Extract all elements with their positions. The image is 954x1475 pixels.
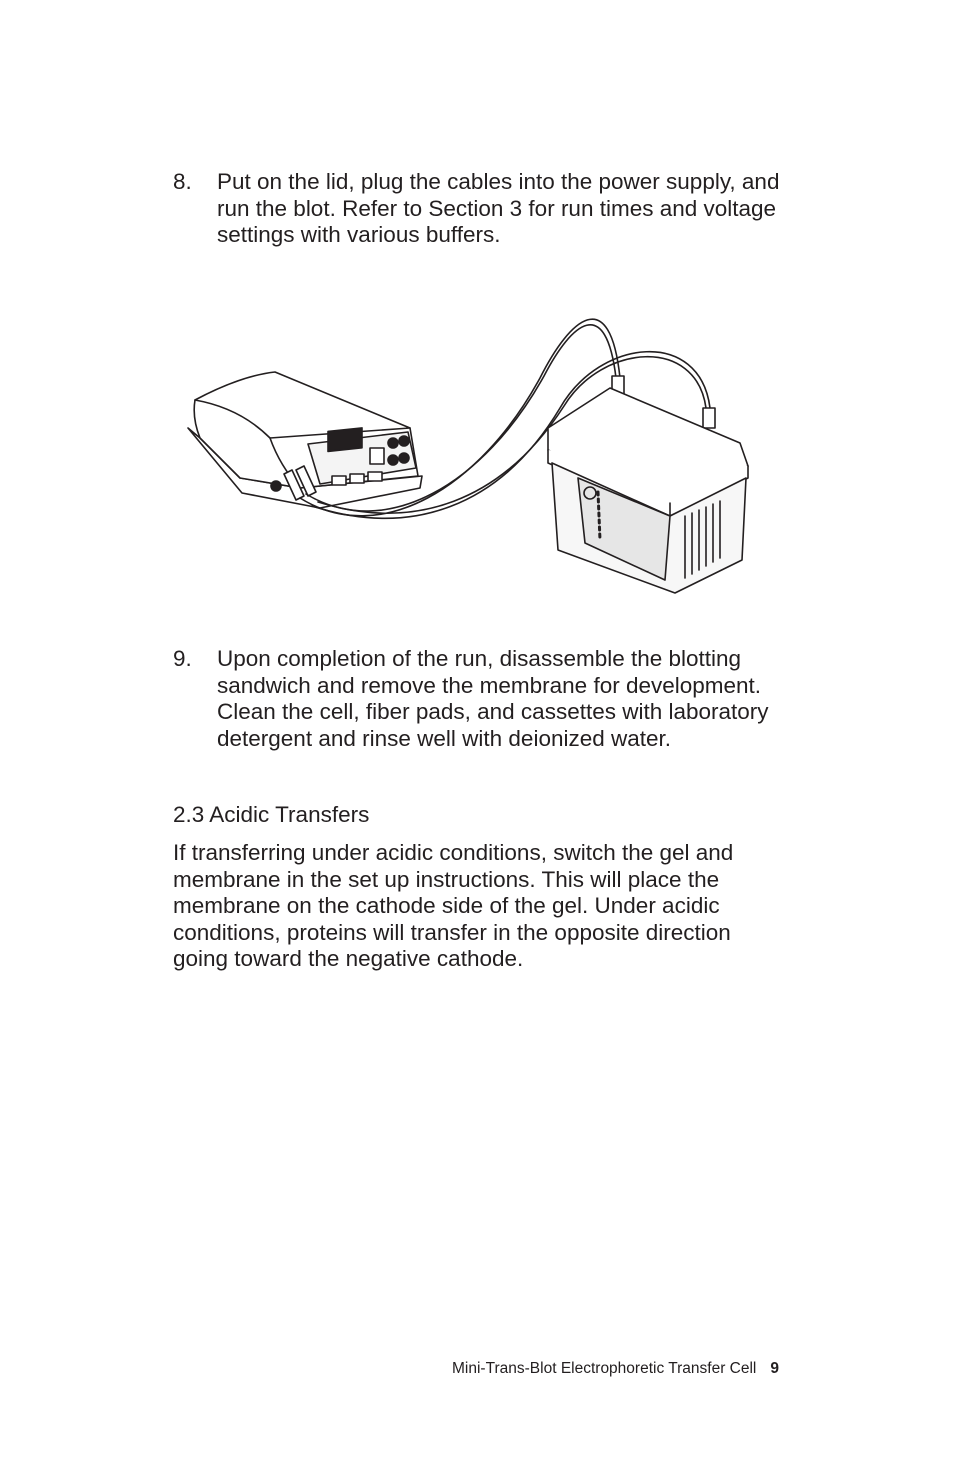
step-text: Put on the lid, plug the cables into the power supply, and run the blot. Refer to Section 3 for run times and voltage settings with various buffers. xyxy=(217,169,780,247)
step-number: 8. xyxy=(173,169,192,194)
step-text: Upon completion of the run, disassemble the blotting sandwich and remove the membrane for development. Clean the cell, fiber pads, and cassettes with laboratory detergent and rinse well with deionized water. xyxy=(217,646,769,751)
step-9 xyxy=(173,646,793,752)
page-footer xyxy=(452,1359,779,1379)
display-screen xyxy=(328,428,362,452)
section-paragraph: If transferring under acidic conditions, switch the gel and membrane in the set up instructions. This will place the membrane on the cathode side of the gel. Under acidic conditions, proteins will transfer in the opposite direction going toward the negative cathode. xyxy=(173,840,734,971)
step-number: 9. xyxy=(173,646,192,671)
power-supply-and-transfer-cell-illustration xyxy=(180,288,760,603)
section-heading: 2.3 Acidic Transfers xyxy=(173,802,370,827)
footer-title: Mini-Trans-Blot Electrophoretic Transfer Cell xyxy=(452,1360,757,1377)
step-8 xyxy=(173,169,793,249)
page-number: 9 xyxy=(770,1360,779,1377)
